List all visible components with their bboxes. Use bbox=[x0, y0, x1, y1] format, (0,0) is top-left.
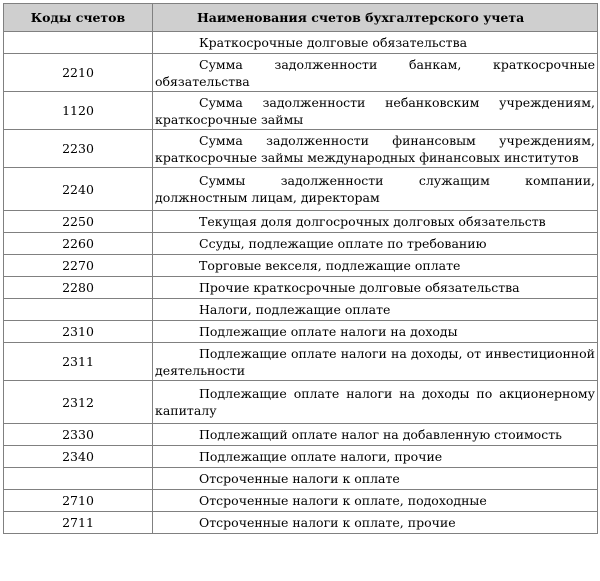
account-code: 2210 bbox=[4, 54, 153, 92]
account-code: 2310 bbox=[4, 321, 153, 343]
accounts-table bbox=[3, 3, 598, 534]
account-name: Подлежащие оплате налоги на доходы, от инвестиционной деятельности bbox=[153, 343, 598, 381]
account-name: Подлежащие оплате налоги на доходы bbox=[153, 321, 598, 343]
table-row bbox=[4, 299, 598, 321]
account-name: Сумма задолженности небанковским учреждениям, краткосрочные займы bbox=[153, 92, 598, 130]
account-code: 2711 bbox=[4, 512, 153, 534]
account-code: 2330 bbox=[4, 424, 153, 446]
table-row bbox=[4, 32, 598, 54]
account-name: Ссуды, подлежащие оплате по требованию bbox=[153, 233, 598, 255]
account-code: 2340 bbox=[4, 446, 153, 468]
account-name: Отсроченные налоги к оплате, подоходные bbox=[153, 490, 598, 512]
account-code: 2250 bbox=[4, 211, 153, 233]
account-name: Прочие краткосрочные долговые обязательства bbox=[153, 277, 598, 299]
account-name: Сумма задолженности банкам, краткосрочные обязательства bbox=[153, 54, 598, 92]
account-code: 2280 bbox=[4, 277, 153, 299]
account-name: Отсроченные налоги к оплате, прочие bbox=[153, 512, 598, 534]
table-row bbox=[4, 92, 598, 130]
header-code: Коды счетов bbox=[4, 4, 153, 32]
header-row bbox=[4, 4, 598, 32]
account-name: Подлежащие оплате налоги, прочие bbox=[153, 446, 598, 468]
account-code: 2270 bbox=[4, 255, 153, 277]
account-code: 2240 bbox=[4, 168, 153, 211]
header-name: Наименования счетов бухгалтерского учета bbox=[153, 4, 598, 32]
account-code: 1120 bbox=[4, 92, 153, 130]
table-row bbox=[4, 233, 598, 255]
account-name: Текущая доля долгосрочных долговых обязательств bbox=[153, 211, 598, 233]
account-code: 2311 bbox=[4, 343, 153, 381]
account-code: 2312 bbox=[4, 381, 153, 424]
table-row bbox=[4, 381, 598, 424]
table-row bbox=[4, 424, 598, 446]
account-name: Налоги, подлежащие оплате bbox=[153, 299, 598, 321]
account-code: 2260 bbox=[4, 233, 153, 255]
table-row bbox=[4, 168, 598, 211]
table-row bbox=[4, 130, 598, 168]
account-name: Подлежащие оплате налоги на доходы по акционерному капиталу bbox=[153, 381, 598, 424]
account-code: 2230 bbox=[4, 130, 153, 168]
account-name: Краткосрочные долговые обязательства bbox=[153, 32, 598, 54]
account-code bbox=[4, 299, 153, 321]
table-row bbox=[4, 512, 598, 534]
account-code bbox=[4, 468, 153, 490]
account-name: Торговые векселя, подлежащие оплате bbox=[153, 255, 598, 277]
account-name: Суммы задолженности служащим компании, должностным лицам, директорам bbox=[153, 168, 598, 211]
table-row bbox=[4, 54, 598, 92]
table-row bbox=[4, 343, 598, 381]
account-code: 2710 bbox=[4, 490, 153, 512]
account-code bbox=[4, 32, 153, 54]
table-row bbox=[4, 255, 598, 277]
account-name: Подлежащий оплате налог на добавленную стоимость bbox=[153, 424, 598, 446]
table-row bbox=[4, 468, 598, 490]
table-row bbox=[4, 211, 598, 233]
account-name: Отсроченные налоги к оплате bbox=[153, 468, 598, 490]
table-row bbox=[4, 277, 598, 299]
table-row bbox=[4, 490, 598, 512]
account-name: Сумма задолженности финансовым учреждениям, краткосрочные займы международных финансовых институтов bbox=[153, 130, 598, 168]
table-row bbox=[4, 446, 598, 468]
table-row bbox=[4, 321, 598, 343]
